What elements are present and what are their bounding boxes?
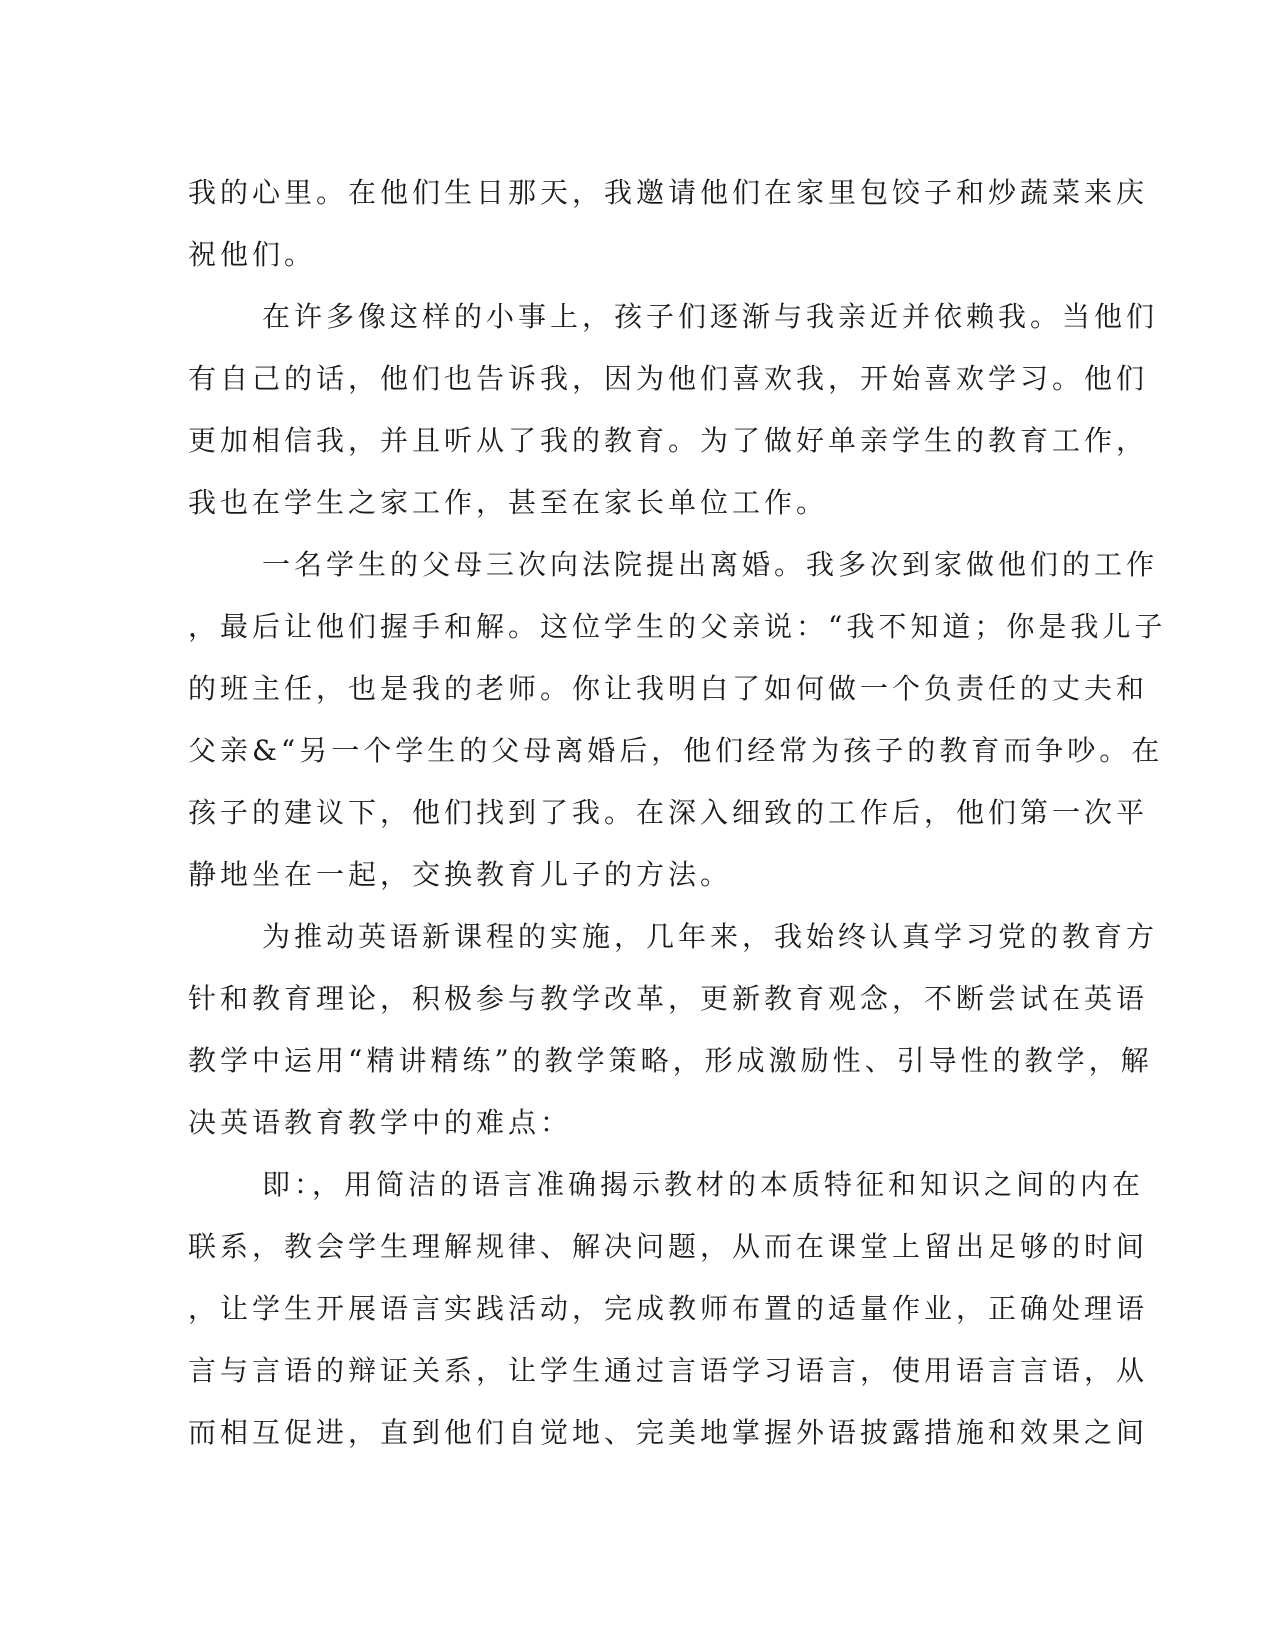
text-line: 一名学生的父母三次向法院提出离婚。我多次到家做他们的工作 [262, 548, 1159, 581]
text-line: 更加相信我，并且听从了我的教育。为了做好单亲学生的教育工作， [188, 424, 1149, 457]
text-line: 言与言语的辩证关系，让学生通过言语学习语言，使用语言言语，从 [188, 1354, 1149, 1387]
text-line: 静地坐在一起，交换教育儿子的方法。 [188, 858, 733, 891]
text-line: 的班主任，也是我的老师。你让我明白了如何做一个负责任的丈夫和 [188, 672, 1149, 705]
text-line: ，让学生开展语言实践活动，完成教师布置的适量作业，正确处理语 [188, 1292, 1149, 1325]
text-line: 孩子的建议下，他们找到了我。在深入细致的工作后，他们第一次平 [188, 796, 1149, 829]
text-line: 教学中运用“精讲精练”的教学策略，形成激励性、引导性的教学，解 [188, 1044, 1153, 1077]
text-line: 祝他们。 [188, 238, 317, 271]
text-line: 有自己的话，他们也告诉我，因为他们喜欢我，开始喜欢学习。他们 [188, 362, 1149, 395]
text-line: 即：，用简洁的语言准确揭示教材的本质特征和知识之间的内在 [262, 1168, 1145, 1201]
body-text [188, 162, 1167, 1464]
text-line: 我也在学生之家工作，甚至在家长单位工作。 [188, 486, 829, 519]
text-line: ，最后让他们握手和解。这位学生的父亲说：“我不知道；你是我儿子 [188, 610, 1167, 643]
text-line: 决英语教育教学中的难点： [188, 1106, 573, 1139]
text-line: 在许多像这样的小事上，孩子们逐渐与我亲近并依赖我。当他们 [262, 300, 1159, 333]
text-line: 而相互促进，直到他们自觉地、完美地掌握外语披露措施和效果之间 [188, 1416, 1149, 1449]
text-line: 针和教育理论，积极参与教学改革，更新教育观念，不断尝试在英语 [188, 982, 1149, 1015]
text-line: 父亲&“另一个学生的父母离婚后，他们经常为孩子的教育而争吵。在 [188, 734, 1164, 767]
text-line: 联系，教会学生理解规律、解决问题，从而在课堂上留出足够的时间 [188, 1230, 1149, 1263]
text-line: 为推动英语新课程的实施，几年来，我始终认真学习党的教育方 [262, 920, 1159, 953]
text-line: 我的心里。在他们生日那天，我邀请他们在家里包饺子和炒蔬菜来庆 [188, 176, 1149, 209]
